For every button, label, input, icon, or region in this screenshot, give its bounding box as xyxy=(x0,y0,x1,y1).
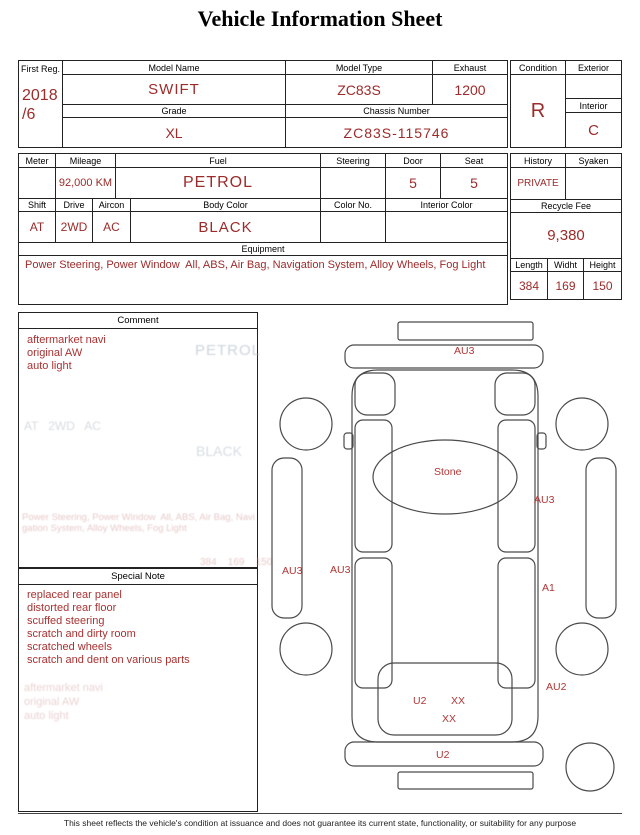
grade-value: XL xyxy=(63,118,286,147)
equipment-value: Power Steering, Power Window All, ABS, Air Bag, Navigation System, Alloy Wheels, Fog Light xyxy=(25,259,486,271)
front-bumper-shape xyxy=(345,345,543,368)
right-sill-shape xyxy=(586,458,616,618)
grade-label: Grade xyxy=(63,104,286,118)
damage-marker: AU3 xyxy=(282,565,303,577)
syaken-value xyxy=(566,168,621,199)
special-note-box xyxy=(18,568,258,812)
mileage-value: 92,000 KM xyxy=(56,168,116,198)
special-note-label: Special Note xyxy=(19,569,257,585)
fuel-label: Fuel xyxy=(116,154,321,168)
ghost-text: auto light xyxy=(24,710,69,722)
length-label: Length xyxy=(511,258,548,272)
ghost-text: BLACK xyxy=(196,443,242,459)
special-note-line: scratch and dirty room xyxy=(27,628,136,640)
right-front-door-shape xyxy=(498,420,535,552)
color-no-label: Color No. xyxy=(321,198,386,212)
first-reg-cell xyxy=(19,61,63,147)
color-no-value xyxy=(321,212,386,242)
exhaust-label: Exhaust xyxy=(433,61,507,75)
meter-label: Meter xyxy=(19,154,56,168)
page-title: Vehicle Information Sheet xyxy=(197,6,443,31)
exhaust-value: 1200 xyxy=(454,81,486,98)
ghost-text: aftermarket navi xyxy=(24,682,103,694)
left-front-door-shape xyxy=(355,420,392,552)
footer-divider xyxy=(18,813,622,814)
shift-value: AT xyxy=(19,212,56,242)
height-label: Height xyxy=(584,258,621,272)
special-note-line: replaced rear panel xyxy=(27,589,122,601)
left-rear-door-shape xyxy=(355,558,392,688)
steering-value xyxy=(321,168,386,198)
steering-label: Steering xyxy=(321,154,386,168)
door-value: 5 xyxy=(386,168,441,198)
exterior-grade-value xyxy=(566,75,621,99)
damage-marker: XX xyxy=(442,713,457,725)
interior-grade-value: C xyxy=(588,121,599,139)
seat-label: Seat xyxy=(441,154,507,168)
rear-left-wheel-shape xyxy=(280,623,332,675)
damage-marker: A1 xyxy=(542,582,555,594)
aircon-label: Aircon xyxy=(93,198,131,212)
car-damage-diagram xyxy=(258,315,622,805)
door-label: Door xyxy=(386,154,441,168)
interior-label: Interior xyxy=(566,99,621,113)
history-label: History xyxy=(511,154,566,168)
front-left-wheel-shape xyxy=(280,398,332,450)
drive-label: Drive xyxy=(56,198,93,212)
recycle-fee-label: Recycle Fee xyxy=(511,199,621,213)
length-value: 384 xyxy=(511,272,548,299)
ghost-text: AT 2WD AC xyxy=(24,419,101,433)
equipment-label: Equipment xyxy=(19,242,507,256)
special-note-lines xyxy=(27,589,190,667)
first-reg-month: /6 xyxy=(22,106,36,123)
history-fee-table xyxy=(510,153,622,300)
ghost-text: original AW xyxy=(24,696,80,708)
special-note-line: scratch and dent on various parts xyxy=(27,654,190,666)
damage-marker: AU3 xyxy=(330,564,351,576)
model-name-value: SWIFT xyxy=(63,75,286,104)
left-front-fender-shape xyxy=(355,373,395,415)
shift-label: Shift xyxy=(19,198,56,212)
damage-marker: U2 xyxy=(436,749,450,761)
damage-marker: Stone xyxy=(434,466,462,478)
model-name-label: Model Name xyxy=(63,61,286,75)
footer-disclaimer: This sheet reflects the vehicle's condition at issuance and does not guarantee its current state, functionality, or suitability for any purpose xyxy=(63,818,577,828)
comment-line: auto light xyxy=(27,360,72,372)
drive-value: 2WD xyxy=(56,212,93,242)
rear-plate-shape xyxy=(398,772,533,789)
front-right-wheel-shape xyxy=(556,398,608,450)
condition-label: Condition xyxy=(511,61,566,75)
width-value: 169 xyxy=(548,272,584,299)
first-reg-year: 2018 xyxy=(22,87,58,104)
model-type-value: ZC83S xyxy=(286,75,433,104)
body-color-value: BLACK xyxy=(131,212,321,242)
special-note-line: distorted rear floor xyxy=(27,602,117,614)
fuel-value: PETROL xyxy=(116,168,321,198)
comment-line: original AW xyxy=(27,347,83,359)
width-label: Widht xyxy=(548,258,584,272)
right-rear-door-shape xyxy=(498,558,535,688)
syaken-label: Syaken xyxy=(566,154,621,168)
chassis-number-label: Chassis Number xyxy=(286,104,507,118)
height-value: 150 xyxy=(592,278,613,293)
damage-marker: AU3 xyxy=(454,345,475,357)
ghost-text: PETROL xyxy=(195,342,262,359)
right-front-fender-shape xyxy=(495,373,535,415)
first-reg-label: First Reg. xyxy=(20,64,60,74)
special-note-line: scuffed steering xyxy=(27,615,105,627)
ghost-text: 384 169 150 xyxy=(200,557,273,568)
exterior-label: Exterior xyxy=(566,61,621,75)
comment-box xyxy=(18,312,258,568)
front-plate-shape xyxy=(398,322,533,340)
meter-value xyxy=(19,168,56,198)
condition-table xyxy=(510,60,622,148)
interior-color-label: Interior Color xyxy=(386,198,507,212)
recycle-fee-value: 9,380 xyxy=(547,227,585,244)
body-color-label: Body Color xyxy=(131,198,321,212)
model-type-label: Model Type xyxy=(286,61,433,75)
comment-lines xyxy=(27,334,106,373)
damage-marker: XX xyxy=(451,695,466,707)
car-body-outline xyxy=(352,370,538,742)
mileage-label: Mileage xyxy=(56,154,116,168)
comment-line: aftermarket navi xyxy=(27,334,106,346)
chassis-number-value: ZC83S-115746 xyxy=(343,124,450,141)
ghost-text: Power Steering, Power Window All, ABS, Air Bag, Navigation System, Alloy Wheels, Fog Light xyxy=(22,512,255,534)
history-value: PRIVATE xyxy=(511,168,566,199)
interior-color-value xyxy=(386,212,507,242)
seat-value: 5 xyxy=(470,175,478,191)
spare-tire-shape xyxy=(566,743,614,791)
aircon-value: AC xyxy=(93,212,131,242)
rear-right-wheel-shape xyxy=(556,623,608,675)
damage-marker: U2 xyxy=(413,695,427,707)
damage-marker: AU3 xyxy=(534,494,555,506)
left-sill-shape xyxy=(272,458,302,618)
special-note-line: scratched wheels xyxy=(27,641,112,653)
damage-marker: AU2 xyxy=(546,681,567,693)
condition-grade-value: R xyxy=(511,75,566,147)
comment-label: Comment xyxy=(19,313,257,329)
registration-table xyxy=(18,60,508,148)
specs-table xyxy=(18,153,508,305)
first-reg-value xyxy=(19,86,62,124)
